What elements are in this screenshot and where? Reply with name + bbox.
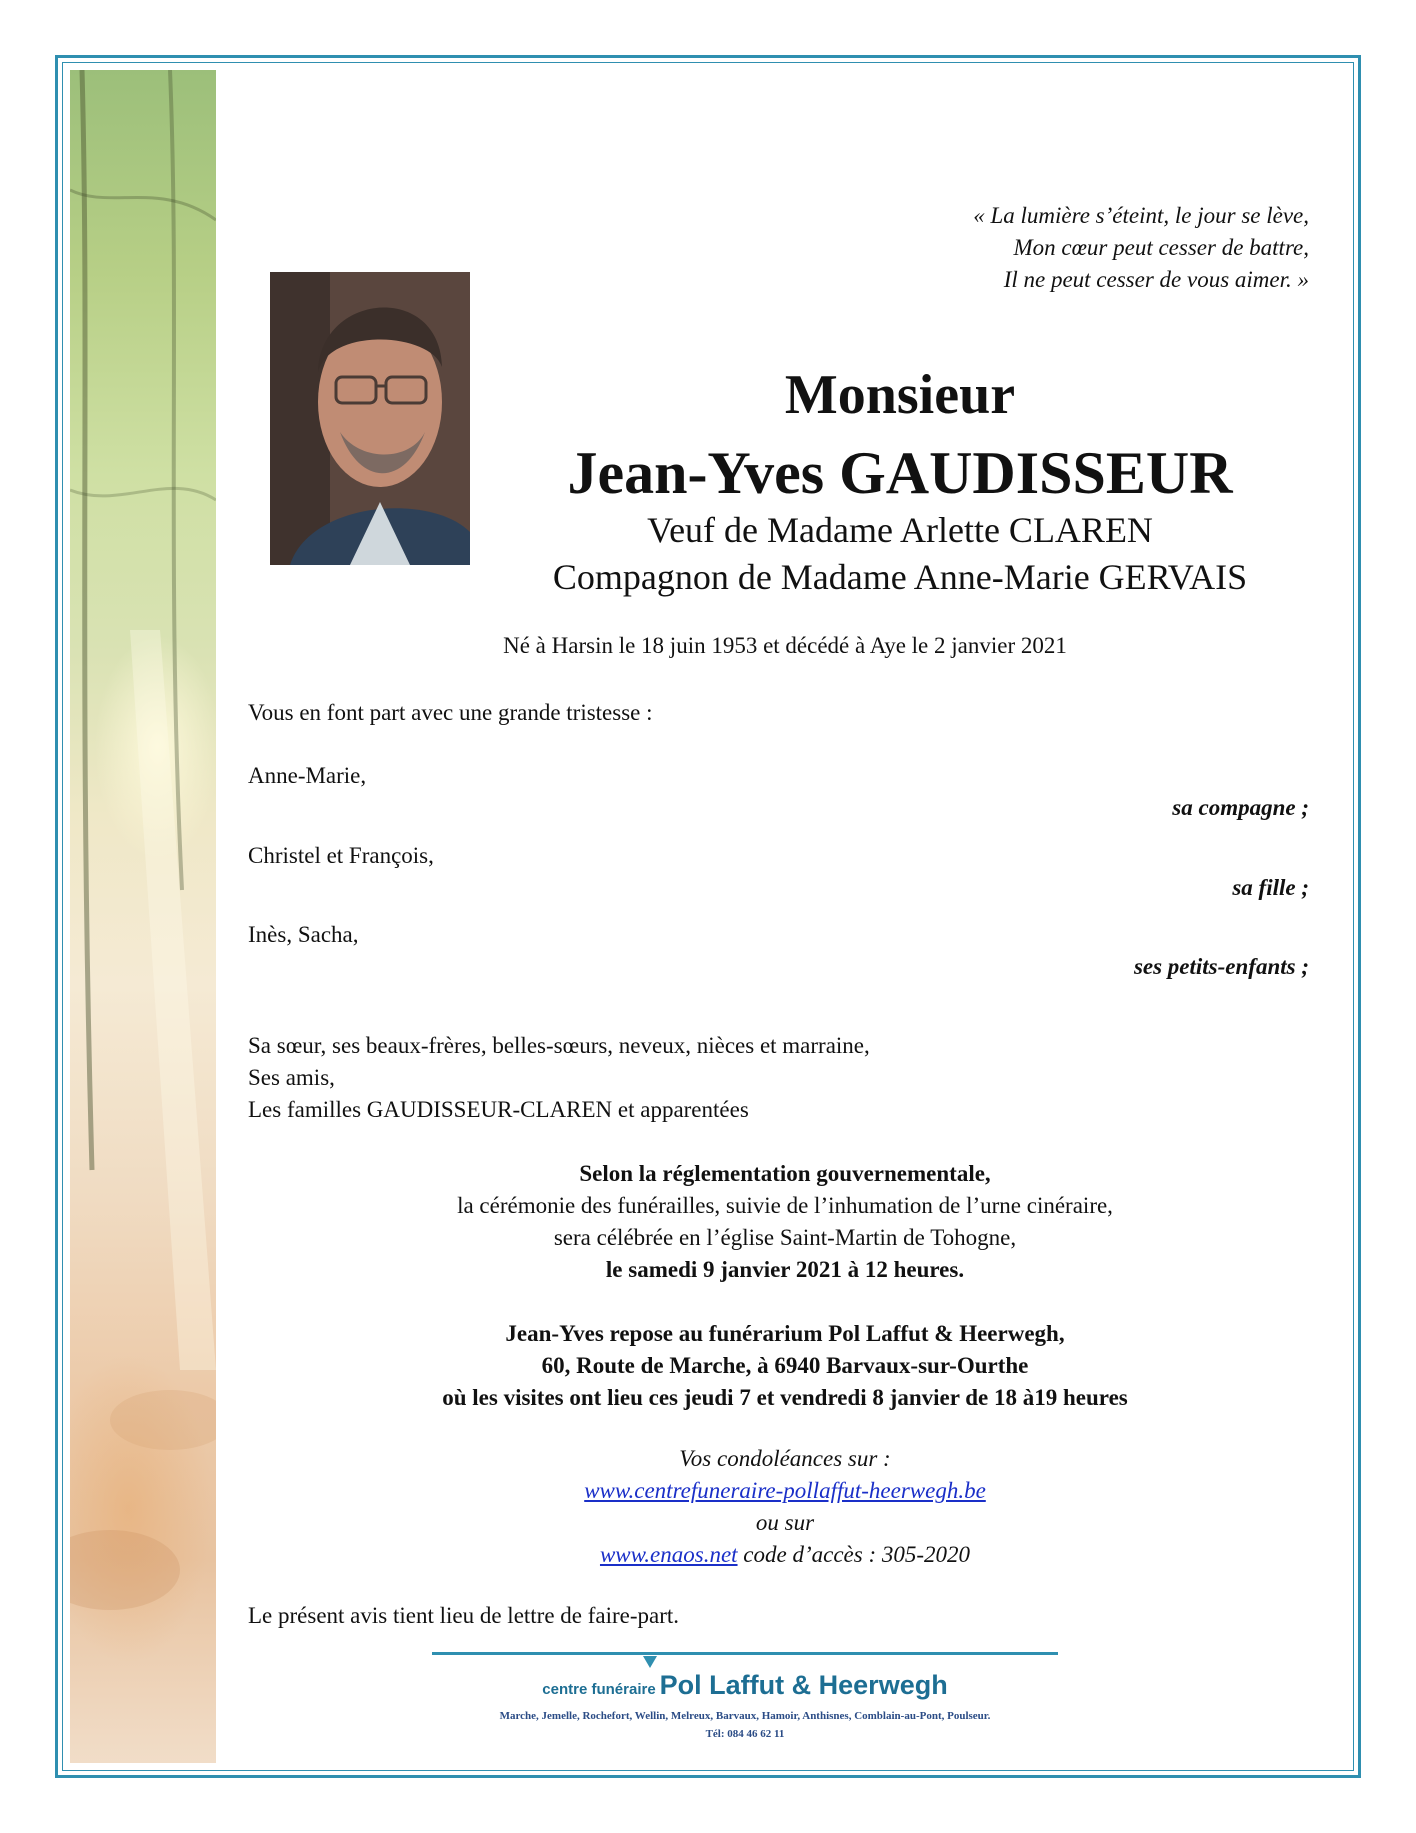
ceremony-date: le samedi 9 janvier 2021 à 12 heures. — [605, 1257, 965, 1282]
quote-line-3: Il ne peut cesser de vous aimer. » — [1003, 267, 1309, 292]
others-block — [248, 1030, 1308, 1126]
visitation-block — [250, 1318, 1320, 1414]
forest-path-image — [70, 70, 216, 1763]
quote-line-1: « La lumière s’éteint, le jour se lève, — [973, 203, 1309, 228]
closing-line: Le présent avis tient lieu de lettre de faire-part. — [248, 1603, 680, 1628]
others-line-2: Ses amis, — [248, 1065, 335, 1090]
footer-phone: Tél: 084 46 62 11 — [705, 1728, 785, 1740]
ceremony-line-1: Selon la réglementation gouvernementale, — [579, 1161, 991, 1186]
ceremony-block — [250, 1158, 1320, 1286]
others-line-1: Sa sœur, ses beaux-frères, belles-sœurs, neveux, nièces et marraine, — [248, 1033, 870, 1058]
footer-divider — [432, 1652, 1058, 1655]
quote-line-2: Mon cœur peut cesser de battre, — [1013, 235, 1309, 260]
relative-name: Inès, Sacha, — [248, 922, 359, 947]
triangle-icon — [643, 1656, 657, 1668]
condolences-label: Vos condoléances sur : — [679, 1446, 891, 1471]
visitation-line-2: 60, Route de Marche, à 6940 Barvaux-sur-Ourthe — [541, 1353, 1029, 1378]
condolences-link-enaos[interactable]: www.enaos.net — [599, 1542, 738, 1567]
condolences-link-primary[interactable]: www.centrefuneraire-pollaffut-heerwegh.be — [584, 1478, 986, 1503]
widower-line: Veuf de Madame Arlette CLAREN — [647, 510, 1153, 550]
deceased-name: Jean-Yves GAUDISSEUR — [567, 440, 1233, 506]
birth-death-line: Né à Harsin le 18 juin 1953 et décédé à Aye le 2 janvier 2021 — [503, 633, 1067, 658]
access-code: code d’accès : 305-2020 — [737, 1542, 971, 1567]
condolences-or: ou sur — [755, 1510, 815, 1535]
condolences-block — [250, 1443, 1320, 1571]
title-monsieur: Monsieur — [784, 364, 1016, 426]
visitation-line-3: où les visites ont lieu ces jeudi 7 et vendredi 8 janvier de 18 à19 heures — [442, 1385, 1128, 1410]
relative-role: ses petits-enfants ; — [1133, 954, 1309, 979]
quote — [749, 200, 1309, 296]
relative-role: sa fille ; — [1232, 875, 1309, 900]
footer-towns: Marche, Jemelle, Rochefort, Wellin, Melreux, Barvaux, Hamoir, Anthisnes, Comblain-au-Pont, Poulseur. — [499, 1710, 991, 1722]
companion-line: Compagnon de Madame Anne-Marie GERVAIS — [552, 557, 1248, 597]
relative-role: sa compagne ; — [1172, 795, 1309, 820]
logo-big-text: Pol Laffut & Heerwegh — [659, 1670, 948, 1700]
funeral-home-logo — [432, 1670, 1058, 1701]
relative-name: Anne-Marie, — [248, 763, 367, 788]
others-line-3: Les familles GAUDISSEUR-CLAREN et apparentées — [248, 1097, 749, 1122]
visitation-line-1: Jean-Yves repose au funérarium Pol Laffut & Heerwegh, — [505, 1321, 1065, 1346]
relative-name: Christel et François, — [248, 843, 434, 868]
ceremony-line-2: la cérémonie des funérailles, suivie de l’inhumation de l’urne cinéraire, — [457, 1193, 1113, 1218]
deceased-photo — [270, 272, 470, 565]
intro-line: Vous en font part avec une grande tristesse : — [248, 700, 653, 725]
ceremony-line-3: sera célébrée en l’église Saint-Martin de Tohogne, — [553, 1225, 1017, 1250]
logo-small-text: centre funéraire — [542, 1681, 656, 1698]
